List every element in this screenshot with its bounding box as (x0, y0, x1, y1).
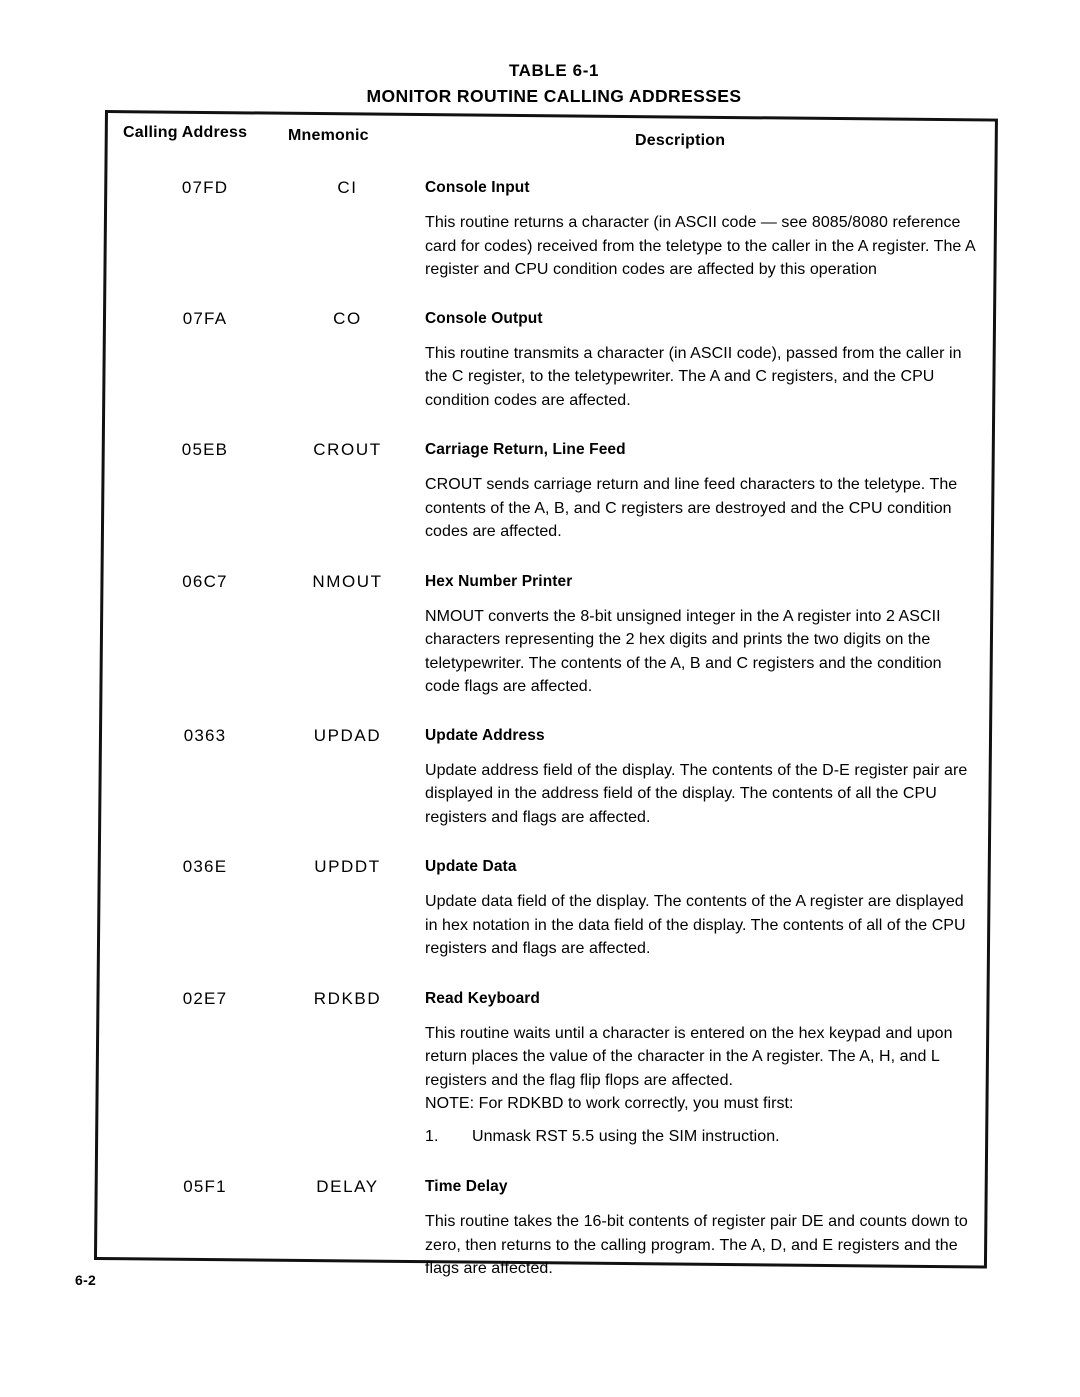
routine-description (425, 1210, 998, 1281)
column-header-mnemonic: Mnemonic (288, 127, 369, 144)
calling-address-value: 0363 (183, 725, 227, 745)
table-header-row (105, 110, 998, 158)
mnemonic-value: DELAY (316, 1177, 379, 1196)
calling-address-value: 07FA (182, 308, 228, 328)
table-row (105, 857, 998, 971)
routine-description (425, 1022, 998, 1149)
column-header-calling-address: Calling Address (123, 124, 248, 141)
routine-title: Read Keyboard (425, 989, 540, 1007)
routine-title: Time Delay (425, 1178, 508, 1195)
description-text: This routine takes the 16-bit contents of register pair DE and counts down to zero, then returns to the calling program. The A, D, and E registers and the flags are affected. (425, 1213, 968, 1277)
mnemonic-value: RDKBD (313, 988, 382, 1008)
calling-address-value: 07FD (181, 178, 229, 197)
mnemonic-value: NMOUT (312, 571, 383, 591)
calling-address-value: 02E7 (182, 988, 228, 1008)
routine-description (425, 342, 998, 413)
table-number: TABLE 6-1 (508, 61, 600, 80)
table-row (105, 1177, 998, 1291)
mnemonic-value: CI (337, 178, 358, 197)
description-text: NMOUT converts the 8-bit unsigned integer in the A register into 2 ASCII characters representing the 2 hex digits and prints the two digits on the teletypewriter. The contents of the A, B and C registers and the condition code flags are affected. (425, 607, 942, 695)
routine-title: Update Address (425, 726, 545, 744)
calling-address-value: 06C7 (182, 571, 228, 591)
calling-address-value: 036E (182, 857, 228, 876)
routine-title: Console Input (425, 179, 530, 196)
table-title: MONITOR ROUTINE CALLING ADDRESSES (366, 86, 742, 106)
step-number: 1. (425, 1127, 439, 1145)
routine-title: Carriage Return, Line Feed (425, 441, 626, 458)
description-text: CROUT sends carriage return and line feed characters to the teletype. The contents of the A, B, and C registers are destroyed and the CPU condition codes are affected. (425, 476, 958, 540)
table-row (105, 309, 998, 423)
column-header-description: Description (635, 132, 726, 149)
routine-description (425, 890, 998, 961)
table-caption-block (0, 60, 1080, 108)
table-row (105, 440, 998, 554)
mnemonic-value: UPDAD (313, 725, 382, 745)
routine-title: Update Data (425, 858, 517, 875)
step-text: Unmask RST 5.5 using the SIM instruction. (472, 1127, 780, 1145)
calling-address-value: 05EB (181, 440, 229, 459)
routine-description (425, 759, 998, 830)
description-text: Update data field of the display. The contents of the A register are displayed in hex notation in the data field of the display. The contents of all of the CPU registers and flags are affected. (425, 893, 966, 957)
description-text: Update address field of the display. The contents of the D-E register pair are displayed in the address field of the display. The contents of all the CPU registers and flags are affected. (425, 761, 968, 826)
mnemonic-value: CO (333, 308, 362, 328)
routine-description (425, 211, 998, 282)
description-text: This routine waits until a character is entered on the hex keypad and upon return places the value of the character in the A register. The A, H, and L registers and the flag flip flops are affected. (425, 1024, 953, 1089)
description-text: This routine transmits a character (in ASCII code), passed from the caller in the C register, to the teletypewriter. The A and C registers, and the CPU condition codes are affected. (425, 344, 962, 409)
mnemonic-value: UPDDT (314, 857, 381, 876)
note-text: NOTE: For RDKBD to work correctly, you must first: (425, 1095, 794, 1112)
table-row (105, 178, 998, 292)
page-number: 6-2 (75, 1272, 97, 1288)
mnemonic-value: CROUT (313, 440, 382, 459)
table-row (105, 989, 998, 1159)
routine-title: Hex Number Printer (425, 572, 573, 590)
routine-description (425, 473, 998, 544)
routine-description (425, 605, 998, 699)
description-text: This routine returns a character (in ASCII code — see 8085/8080 reference card for codes) received from the teletype to the caller in the A register. The A register and CPU condition codes are affected by this operation (425, 214, 975, 278)
monitor-routine-table (105, 110, 998, 1291)
calling-address-value: 05F1 (183, 1177, 227, 1196)
table-row (105, 572, 998, 709)
routine-title: Console Output (425, 309, 543, 327)
table-row (105, 726, 998, 840)
numbered-step (425, 1125, 980, 1149)
